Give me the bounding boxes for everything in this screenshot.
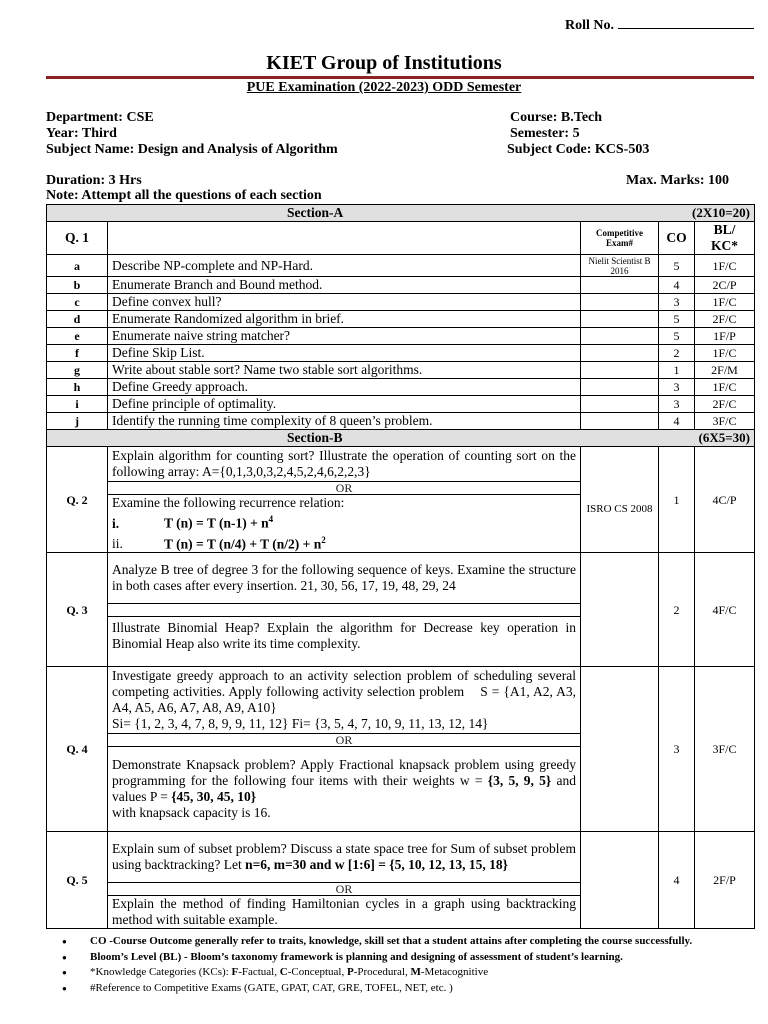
competitive-exam <box>581 328 659 345</box>
roll-label: Roll No. <box>565 18 614 33</box>
competitive-exam <box>581 362 659 379</box>
exam-title: PUE Examination (2022-2023) ODD Semester <box>246 80 522 95</box>
q4-part-1 <box>47 667 755 734</box>
co-value: 3 <box>659 379 695 396</box>
competitive-exam-header: Competitive Exam# <box>581 222 659 255</box>
q5-co: 4 <box>659 832 695 929</box>
table-row <box>47 396 755 413</box>
row-label: j <box>47 413 108 430</box>
kc-p: P <box>346 966 354 978</box>
note-kc-label: *Knowledge Categories (KCs): <box>90 966 232 978</box>
or-separator: OR <box>108 734 581 747</box>
subject-code: Subject Code: KCS-503 <box>507 142 650 157</box>
q4-values-label: and values P = <box>112 773 576 804</box>
kc-c: C <box>279 966 288 978</box>
year: Year: Third <box>46 126 117 141</box>
q4-capacity: with knapsack capacity is 16. <box>112 805 271 820</box>
q4-co: 3 <box>659 667 695 832</box>
section-a-header <box>47 205 755 222</box>
q2-part-1 <box>47 447 755 482</box>
bl-value: 2F/C <box>695 311 755 328</box>
question-text: Enumerate Randomized algorithm in brief. <box>108 311 581 328</box>
question-text: Enumerate naive string matcher? <box>108 328 581 345</box>
q5-parameters: n=6, m=30 and w [1:6] = {5, 10, 12, 13, 15, 18} <box>245 857 508 872</box>
recurrence-ii-number: ii. <box>112 536 123 551</box>
table-row <box>47 379 755 396</box>
co-value: 4 <box>659 277 695 294</box>
note-bl: ● Bloom’s Level (BL) - Bloom’s taxonomy framework is planning and designing of assessment of student’s learning. <box>62 950 692 966</box>
q4-label: Q. 4 <box>47 667 108 832</box>
kc-c-text: -Conceptual, <box>287 966 347 978</box>
q2-bl: 4C/P <box>695 447 755 553</box>
or-separator: OR <box>108 883 581 896</box>
instruction-note: Note: Attempt all the questions of each section <box>46 188 322 203</box>
table-row <box>47 328 755 345</box>
q3-part2-text: Illustrate Binomial Heap? Explain the algorithm for Decrease key operation in Binomial Heap also write its time complexity. <box>108 617 581 667</box>
co-value: 5 <box>659 255 695 277</box>
q4-bl: 3F/C <box>695 667 755 832</box>
bl-value: 2F/C <box>695 396 755 413</box>
co-value: 4 <box>659 413 695 430</box>
q3-label: Q. 3 <box>47 553 108 667</box>
section-b-marks: (6X5=30) <box>581 430 755 447</box>
kc-f-text: -Factual, <box>238 966 280 978</box>
question-text: Describe NP-complete and NP-Hard. <box>108 255 581 277</box>
title-divider <box>46 76 754 79</box>
question-text: Define Skip List. <box>108 345 581 362</box>
recurrence-ii-exponent: 2 <box>321 534 326 545</box>
q5-part2-text: Explain the method of finding Hamiltonian cycles in a graph using backtracking method with suitable example. <box>108 896 581 929</box>
q4-part1-cell <box>108 667 581 734</box>
table-row <box>47 277 755 294</box>
note-competitive: ● #Reference to Competitive Exams (GATE, GPAT, CAT, GRE, TOFEL, NET, etc. ) <box>62 981 692 997</box>
q2-part2-intro: Examine the following recurrence relation: <box>112 495 345 510</box>
course: Course: B.Tech <box>510 110 603 125</box>
kc-f: F <box>231 966 239 978</box>
q4-part2-cell <box>108 747 581 832</box>
bl-value: 1F/C <box>695 294 755 311</box>
q3-co: 2 <box>659 553 695 667</box>
max-marks: Max. Marks: 100 <box>626 173 730 188</box>
q5-part1-text: Explain sum of subset problem? Discuss a state space tree for Sum of subset problem using backtracking? Let <box>112 841 576 872</box>
question-text: Define Greedy approach. <box>108 379 581 396</box>
q3-part-1 <box>47 553 755 604</box>
q4-values: {45, 30, 45, 10} <box>171 789 257 804</box>
or-separator-blank <box>108 604 581 617</box>
department: Department: CSE <box>46 110 154 125</box>
co-value: 5 <box>659 311 695 328</box>
question-text: Write about stable sort? Name two stable sort algorithms. <box>108 362 581 379</box>
q2-part2-cell <box>108 495 581 553</box>
q4-weights: {3, 5, 9, 5} <box>487 773 552 788</box>
question-header-blank <box>108 222 581 255</box>
q2-part1-text: Explain algorithm for counting sort? Illustrate the operation of counting sort on the following array: A={0,1,3,0,3,2,4,5,2,4,6,2,2,3} <box>108 447 581 482</box>
question-text: Identify the running time complexity of 8 queen’s problem. <box>108 413 581 430</box>
q3-part1-text: Analyze B tree of degree 3 for the following sequence of keys. Examine the structure in both cases after every insertion. 21, 30, 56, 17, 19, 48, 29, 24 <box>108 553 581 604</box>
section-a-column-header <box>47 222 755 255</box>
bl-value: 1F/C <box>695 379 755 396</box>
table-row <box>47 362 755 379</box>
q4-part1-text: Investigate greedy approach to an activity selection problem of scheduling several competing activities. Apply following activity selection problem <box>112 668 576 699</box>
duration: Duration: 3 Hrs <box>46 173 142 188</box>
competitive-exam <box>581 311 659 328</box>
footnotes <box>62 934 692 996</box>
row-label: d <box>47 311 108 328</box>
bl-value: 1F/C <box>695 345 755 362</box>
institution-title: KIET Group of Institutions <box>266 52 502 74</box>
note-co: ● CO -Course Outcome generally refer to traits, knowledge, skill set that a student attains after completing the course successfully. <box>62 934 692 950</box>
section-b-title: Section-B <box>47 430 581 447</box>
question-text: Enumerate Branch and Bound method. <box>108 277 581 294</box>
kc-m: M <box>410 966 421 978</box>
q4-start-finish-times: Si= {1, 2, 3, 4, 7, 8, 9, 9, 11, 12} Fi= {3, 5, 4, 7, 10, 9, 11, 13, 12, 14} <box>112 716 489 731</box>
q3-competitive-exam <box>581 553 659 667</box>
q4-competitive-exam <box>581 667 659 832</box>
roll-number <box>565 16 754 34</box>
co-value: 3 <box>659 294 695 311</box>
row-label: f <box>47 345 108 362</box>
q5-label: Q. 5 <box>47 832 108 929</box>
competitive-exam <box>581 345 659 362</box>
recurrence-i-number: i. <box>112 515 120 531</box>
q5-part-1 <box>47 832 755 883</box>
roll-blank <box>618 16 754 29</box>
bl-kc-header: BL/ KC* <box>695 222 755 255</box>
recurrence-i-exponent: 4 <box>268 514 274 524</box>
subject-name: Subject Name: Design and Analysis of Algorithm <box>46 142 338 157</box>
row-label: e <box>47 328 108 345</box>
q5-bl: 2F/P <box>695 832 755 929</box>
competitive-exam <box>581 277 659 294</box>
note-kc <box>62 965 692 981</box>
row-label: b <box>47 277 108 294</box>
bl-value: 2C/P <box>695 277 755 294</box>
co-header: CO <box>659 222 695 255</box>
semester: Semester: 5 <box>510 126 580 141</box>
bl-value: 3F/C <box>695 413 755 430</box>
table-row <box>47 255 755 277</box>
table-row <box>47 294 755 311</box>
competitive-exam <box>581 294 659 311</box>
table-row <box>47 311 755 328</box>
q2-competitive-exam: ISRO CS 2008 <box>581 447 659 553</box>
q2-label: Q. 2 <box>47 447 108 553</box>
row-label: i <box>47 396 108 413</box>
row-label: a <box>47 255 108 277</box>
or-separator: OR <box>108 482 581 495</box>
bl-value: 1F/C <box>695 255 755 277</box>
section-b-header <box>47 430 755 447</box>
table-row <box>47 345 755 362</box>
bl-value: 1F/P <box>695 328 755 345</box>
row-label: g <box>47 362 108 379</box>
row-label: c <box>47 294 108 311</box>
q1-label: Q. 1 <box>47 222 108 255</box>
competitive-exam <box>581 396 659 413</box>
question-table <box>46 204 755 929</box>
co-value: 1 <box>659 362 695 379</box>
recurrence-ii-text: T (n) = T (n/4) + T (n/2) + n <box>164 536 322 551</box>
kc-p-text: -Procedural, <box>353 966 411 978</box>
q4-activity-set: S = {A1, A2, A3, A4, A5, A6, A7, A8, A9, A10} <box>112 684 577 715</box>
table-row <box>47 413 755 430</box>
q2-co: 1 <box>659 447 695 553</box>
section-a-marks: (2X10=20) <box>581 205 755 222</box>
q4-part2-text: Demonstrate Knapsack problem? Apply Fractional knapsack problem using greedy programming for the following four items with their weights w = <box>112 757 576 788</box>
q3-bl: 4F/C <box>695 553 755 667</box>
co-value: 5 <box>659 328 695 345</box>
co-value: 3 <box>659 396 695 413</box>
kc-m-text: -Metacognitive <box>420 966 489 978</box>
row-label: h <box>47 379 108 396</box>
recurrence-i <box>112 511 576 532</box>
q5-part1-cell <box>108 832 581 883</box>
question-text: Define convex hull? <box>108 294 581 311</box>
q5-competitive-exam <box>581 832 659 929</box>
recurrence-ii <box>112 532 576 553</box>
competitive-exam <box>581 413 659 430</box>
recurrence-i-text: T (n) = T (n-1) + n <box>164 515 269 531</box>
bl-value: 2F/M <box>695 362 755 379</box>
question-text: Define principle of optimality. <box>108 396 581 413</box>
co-value: 2 <box>659 345 695 362</box>
competitive-exam <box>581 379 659 396</box>
section-a-title: Section-A <box>47 205 581 222</box>
competitive-exam: Nielit Scientist B 2016 <box>581 255 659 277</box>
